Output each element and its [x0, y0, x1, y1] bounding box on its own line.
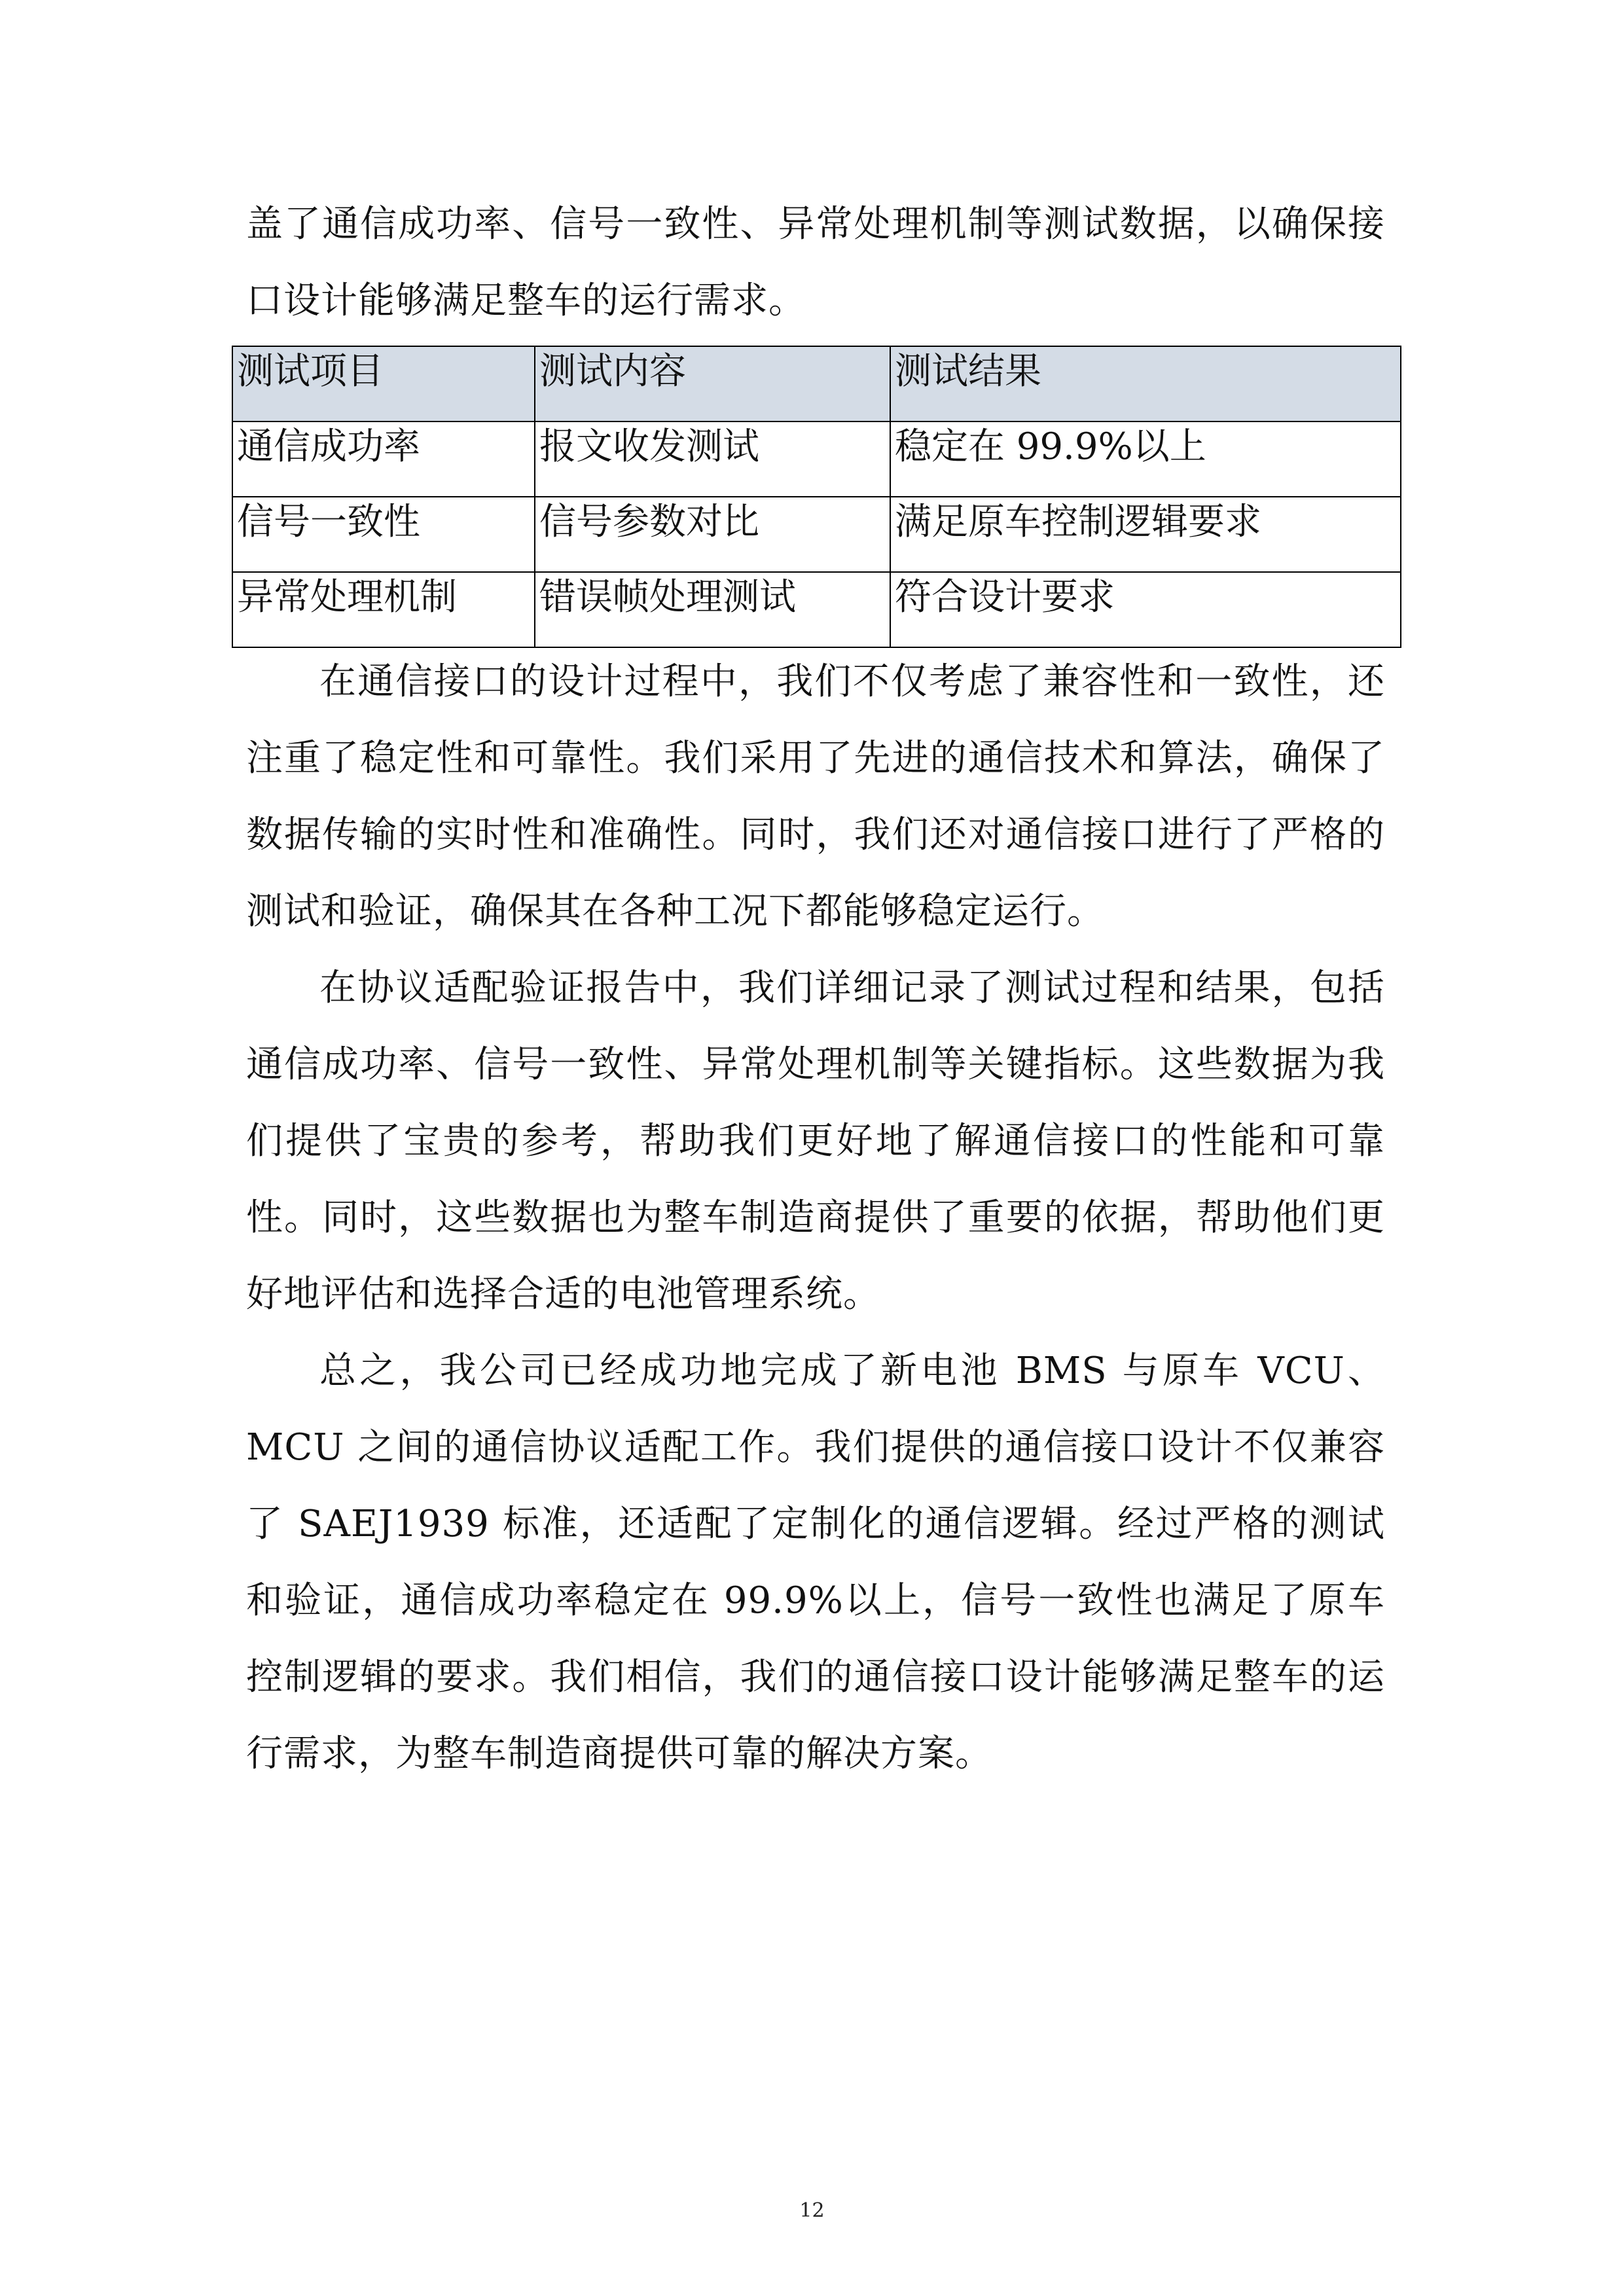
test-results-table [232, 346, 1401, 648]
body-paragraph: 总之，我公司已经成功地完成了新电池 BMS 与原车 VCU、MCU 之间的通信协议适配工作。我们提供的通信接口设计不仅兼容了 SAEJ1939 标准，还适配了定制化的通信逻辑。经过严格的测试和验证，通信成功率稳定在 99.9%以上，信号一致性也满足了原车控制逻辑的要求。我们相信，我们的通信接口设计能够满足整车的运行需求，为整车制造商提供可靠的解决方案。 [246, 1350, 1385, 1775]
page-number: 12 [799, 2199, 825, 2222]
table-cell: 信号一致性 [232, 497, 535, 572]
table-cell: 通信成功率 [232, 422, 535, 497]
table-header-row [232, 346, 1401, 422]
table-row [232, 497, 1401, 572]
header-test-item: 测试项目 [232, 346, 535, 422]
header-test-result: 测试结果 [890, 346, 1401, 422]
body-paragraph: 在协议适配验证报告中，我们详细记录了测试过程和结果，包括通信成功率、信号一致性、异常处理机制等关键指标。这些数据为我们提供了宝贵的参考，帮助我们更好地了解通信接口的性能和可靠性。同时，这些数据也为整车制造商提供了重要的依据，帮助他们更好地评估和选择合适的电池管理系统。 [246, 967, 1385, 1316]
body-paragraph: 在通信接口的设计过程中，我们不仅考虑了兼容性和一致性，还注重了稳定性和可靠性。我们采用了先进的通信技术和算法，确保了数据传输的实时性和准确性。同时，我们还对通信接口进行了严格的测试和验证，确保其在各种工况下都能够稳定运行。 [246, 660, 1385, 933]
table-cell: 信号参数对比 [535, 497, 890, 572]
table-cell: 错误帧处理测试 [535, 572, 890, 647]
table-cell: 稳定在 99.9%以上 [890, 422, 1401, 497]
header-test-content: 测试内容 [535, 346, 890, 422]
table-row [232, 572, 1401, 647]
intro-paragraph: 盖了通信成功率、信号一致性、异常处理机制等测试数据，以确保接口设计能够满足整车的运行需求。 [246, 203, 1385, 322]
table-cell: 报文收发测试 [535, 422, 890, 497]
table-cell: 符合设计要求 [890, 572, 1401, 647]
table-row [232, 422, 1401, 497]
table-cell: 满足原车控制逻辑要求 [890, 497, 1401, 572]
table-cell: 异常处理机制 [232, 572, 535, 647]
